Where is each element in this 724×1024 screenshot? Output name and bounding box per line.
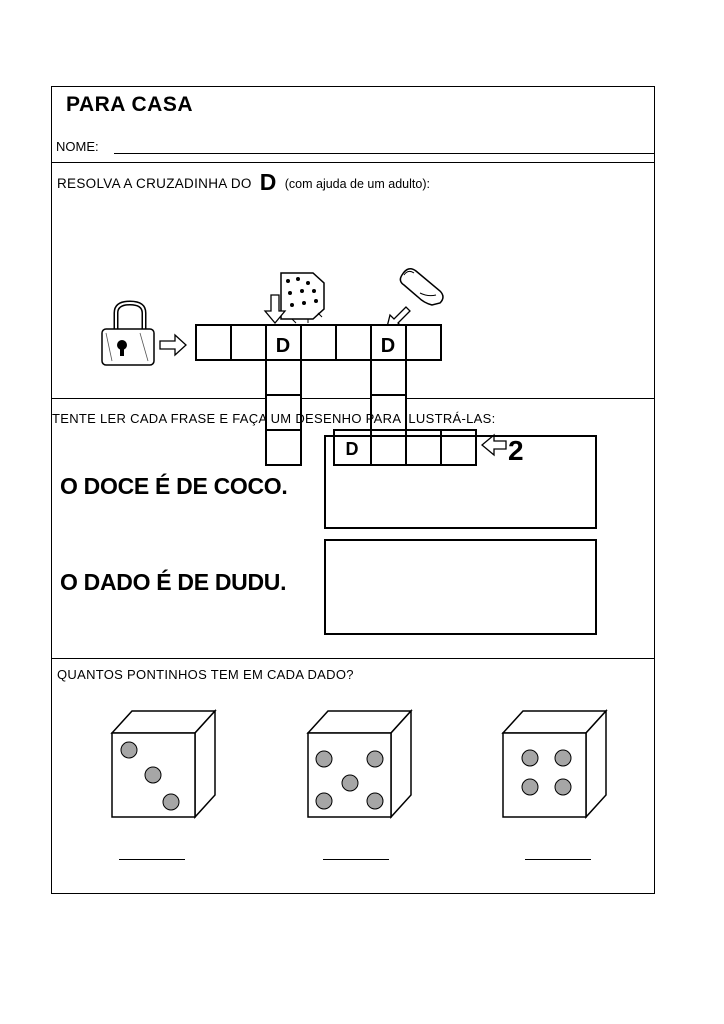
dice-question: QUANTOS PONTINHOS TEM EM CADA DADO? [57,667,354,682]
worksheet-frame [51,86,655,894]
dice-1 [112,711,215,817]
dice-1-pip-3 [163,794,179,810]
dice-1-pip-1 [121,742,137,758]
target-letter: D [259,169,277,195]
prefilled-letter-1: D [275,335,291,357]
dice-3 [503,711,606,817]
dice-3-pip-1 [522,750,538,766]
dice-icon [281,273,324,323]
arrow-right-icon [160,335,186,355]
dice-2-pip-5 [367,793,383,809]
name-field-line[interactable] [114,153,654,154]
page-title: PARA CASA [66,93,194,116]
answer-line-1[interactable] [119,859,185,860]
sentence-1: O DOCE É DE COCO. [60,473,288,499]
clue-number-2: 2 [508,435,524,466]
reading-section [52,399,654,659]
prefilled-letter-2: D [380,335,396,357]
crossword-row-1[interactable] [196,325,441,360]
answer-line-3[interactable] [525,859,591,860]
dice-section [52,659,654,895]
dice-2-pip-3 [342,775,358,791]
drawing-box-1[interactable] [324,435,597,529]
dice-3-pip-4 [555,779,571,795]
header-section [52,87,654,163]
finger-icon [400,269,443,305]
name-label: NOME: [56,139,99,154]
reading-instruction: TENTE LER CADA FRASE E FAÇA UM DESENHO PARA ILUSTRÁ-LAS: [52,411,496,426]
dice-2-pip-2 [367,751,383,767]
dice-2-pip-4 [316,793,332,809]
dice-3-pip-3 [522,779,538,795]
padlock-icon [102,303,154,365]
answer-line-2[interactable] [323,859,389,860]
dice-2 [308,711,411,817]
drawing-box-2[interactable] [324,539,597,635]
crossword-instruction-text: RESOLVA A CRUZADINHA DO [57,176,252,191]
dice-1-pip-2 [145,767,161,783]
dice-2-pip-1 [316,751,332,767]
sentence-2: O DADO É DE DUDU. [60,569,287,595]
dice-3-pip-2 [555,750,571,766]
prefilled-letter-3: D [345,439,359,459]
crossword-instruction-note: (com ajuda de um adulto): [284,177,430,191]
